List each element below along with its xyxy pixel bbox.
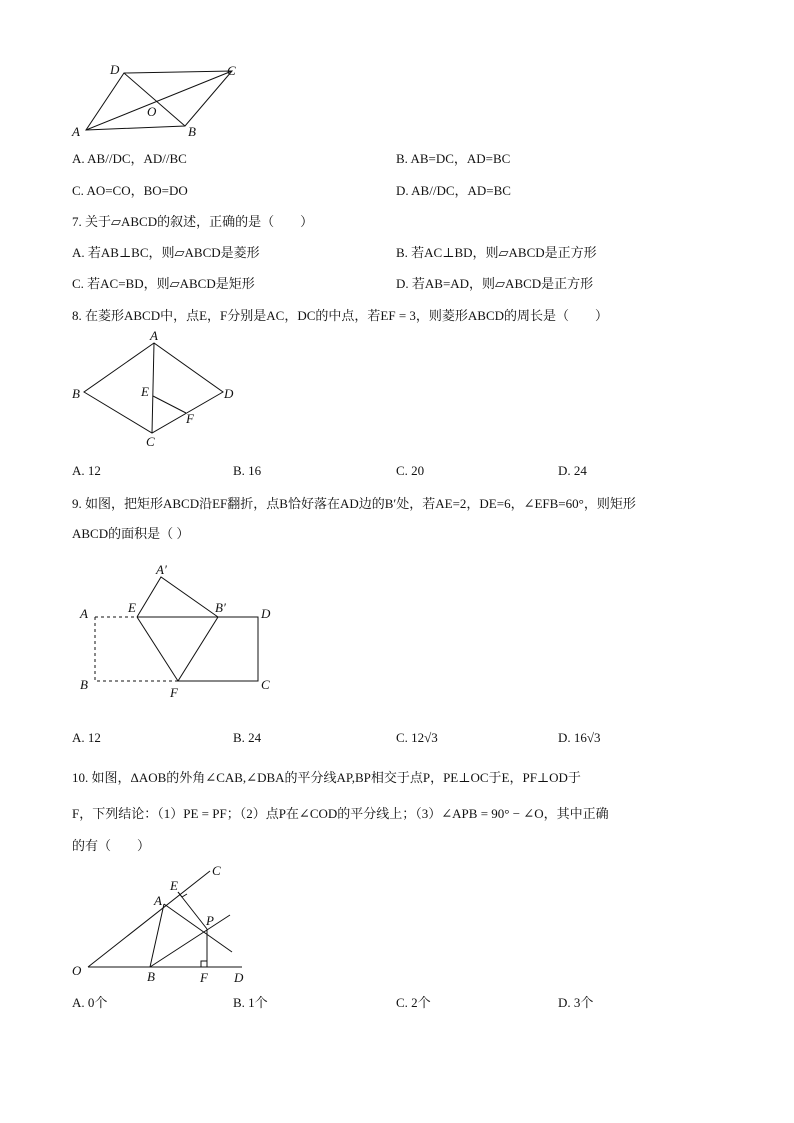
q8-rhombus-figure [60,330,260,455]
q7-option-b[interactable]: B. 若AC⊥BD，则▱ABCD是正方形 [396,245,597,260]
label-E: E [170,878,178,893]
label-D: D [224,386,234,401]
q10-option-c[interactable]: C. 2个 [396,995,431,1010]
label-A-prime: A′ [156,562,167,577]
q6-option-d[interactable]: D. AB//DC，AD=BC [396,183,511,198]
q7-option-a[interactable]: A. 若AB⊥BC，则▱ABCD是菱形 [72,245,260,260]
label-F: F [200,970,208,985]
q9-stem-line1: 9. 如图，把矩形ABCD沿EF翻折，点B恰好落在AD边的B′处，若AE=2，DE=6，∠EFB=60°，则矩形 [72,496,636,511]
q6-option-b[interactable]: B. AB=DC，AD=BC [396,151,511,166]
label-A: A [154,893,162,908]
label-C: C [261,677,270,692]
q8-option-d[interactable]: D. 24 [558,463,587,478]
label-A: A [80,606,88,621]
q8-option-b[interactable]: B. 16 [233,463,262,478]
q10-option-b[interactable]: B. 1个 [233,995,268,1010]
q7-option-c[interactable]: C. 若AC=BD，则▱ABCD是矩形 [72,276,255,291]
label-F: F [170,685,178,700]
label-A: A [150,328,158,343]
q10-option-a[interactable]: A. 0个 [72,995,108,1010]
q9-stem-line2: ABCD的面积是（ ） [72,526,190,541]
label-E: E [141,384,149,399]
label-D: D [110,62,120,77]
q6-option-c[interactable]: C. AO=CO，BO=DO [72,183,188,198]
label-B-prime: B′ [215,600,226,615]
label-A: A [72,124,80,139]
q10-stem-line3: 的有（ ） [72,838,151,853]
label-O: O [147,104,157,119]
label-F: F [186,411,194,426]
q10-stem-line2: F，下列结论：（1）PE = PF；（2）点P在∠COD的平分线上；（3）∠APB = 90° − ∠O，其中正确 [72,806,609,821]
label-C: C [212,863,221,878]
q10-option-d[interactable]: D. 3个 [558,995,594,1010]
label-C: C [227,63,236,78]
q8-option-c[interactable]: C. 20 [396,463,425,478]
q6-option-a[interactable]: A. AB//DC，AD//BC [72,151,187,166]
q8-option-a[interactable]: A. 12 [72,463,101,478]
q9-option-d[interactable]: D. 16√3 [558,730,601,745]
q9-option-b[interactable]: B. 24 [233,730,262,745]
q10-angle-bisector-figure [60,855,260,990]
label-B: B [80,677,88,692]
q7-option-d[interactable]: D. 若AB=AD，则▱ABCD是正方形 [396,276,594,291]
q9-rectangle-fold-figure [70,555,300,705]
label-C: C [146,434,155,449]
q9-option-a[interactable]: A. 12 [72,730,101,745]
label-B: B [72,386,80,401]
q10-stem-line1: 10. 如图，ΔAOB的外角∠CAB,∠DBA的平分线AP,BP相交于点P，PE⊥OC于E，PF⊥OD于 [72,770,581,785]
label-P: P [206,913,214,928]
label-E: E [128,600,136,615]
q9-option-c[interactable]: C. 12√3 [396,730,438,745]
label-D: D [234,970,244,985]
q7-stem: 7. 关于▱ABCD的叙述，正确的是（ ） [72,214,314,229]
label-B: B [147,969,155,984]
q6-parallelogram-figure [60,60,260,145]
label-B: B [188,124,196,139]
label-O: O [72,963,82,978]
q8-stem: 8. 在菱形ABCD中，点E，F分别是AC，DC的中点，若EF = 3，则菱形ABCD的周长是（ ） [72,308,609,323]
label-D: D [261,606,271,621]
